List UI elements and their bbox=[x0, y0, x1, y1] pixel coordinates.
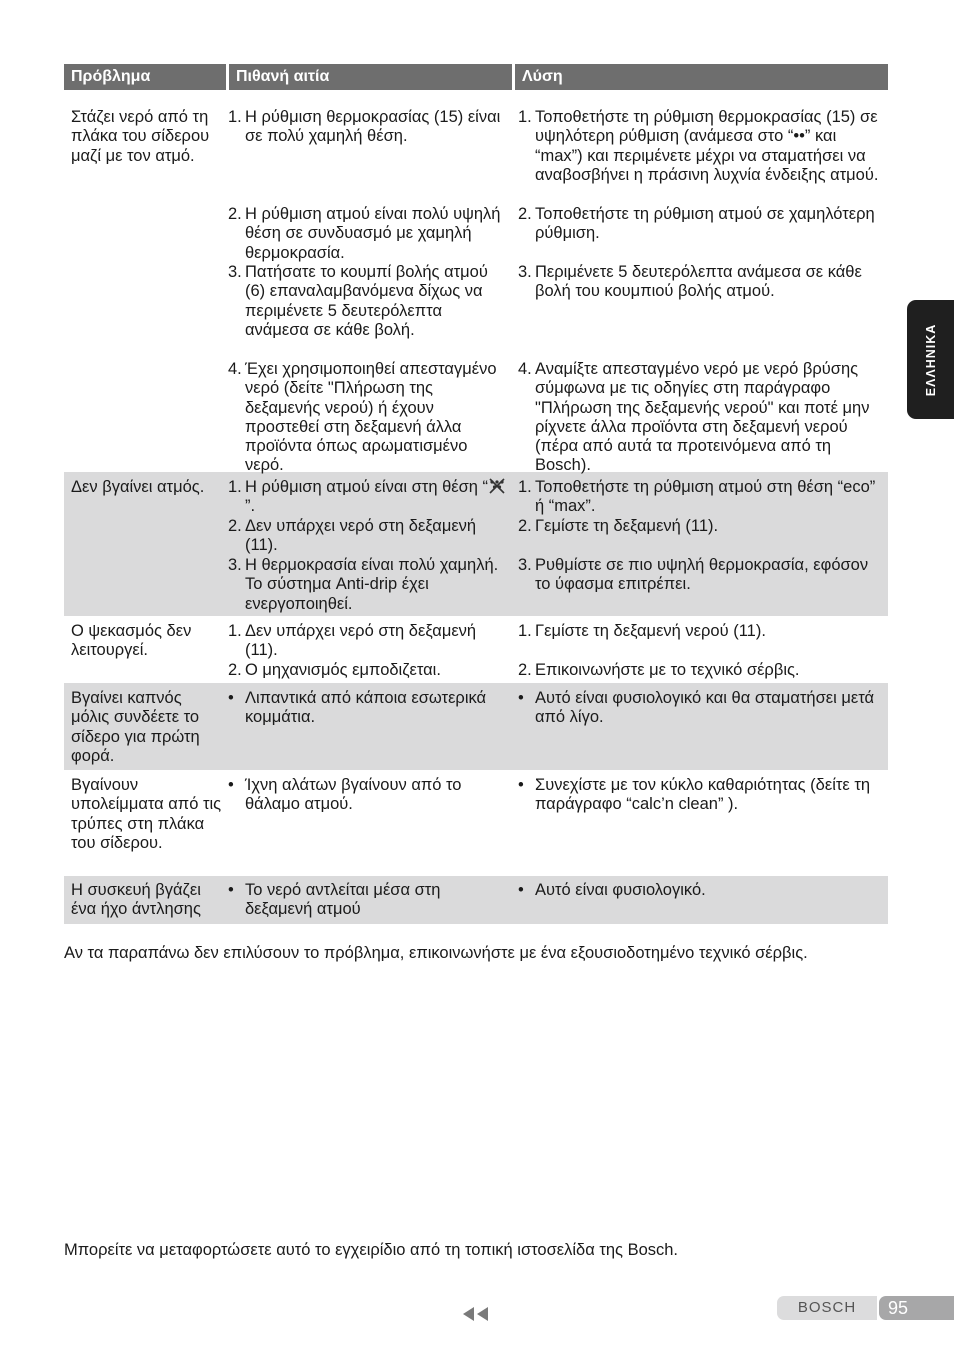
cause-item: 1. Δεν υπάρχει νερό στη δεξαμενή (11). bbox=[228, 622, 477, 660]
table-row bbox=[64, 90, 888, 475]
solution-item: • Αυτό είναι φυσιολογικό. bbox=[518, 881, 706, 899]
problem-text: Βγαίνουν υπολείμματα από τις τρύπες στη πλάκα του σίδερου. bbox=[71, 776, 222, 852]
cause-item: 2. Ο μηχανισμός εμποδιζεται. bbox=[228, 661, 441, 679]
no-steam-icon bbox=[488, 478, 506, 494]
troubleshooting-table bbox=[64, 64, 888, 924]
solution-item: 3. Ρυθμίστε σε πιο υψηλή θερμοκρασία, εφόσον το ύφασμα επιτρέπει. bbox=[518, 556, 869, 594]
left-arrow-icon bbox=[463, 1307, 474, 1321]
cause-item: 4. Έχει χρησιμοποιηθεί απεσταγμένο νερό (δείτε "Πλήρωση της δεξαμενής νερού) ή έχουν προστεθεί στη δεξαμενή άλλα προϊόντα όπως αρωματισμένο νερό. bbox=[228, 360, 497, 475]
problem-text: Δεν βγαίνει ατμός. bbox=[71, 478, 205, 496]
cause-item: 3. Πατήσατε το κουμπί βολής ατμού (6) επαναλαμβανόμενα δίχως να περιμένετε 5 δευτερόλεπτα ανάμεσα σε κάθε βολή. bbox=[228, 263, 488, 339]
problem-text: Ο ψεκασμός δεν λειτουργεί. bbox=[71, 622, 192, 660]
language-tab bbox=[907, 300, 954, 419]
problem-text: Η συσκευή βγάζει ένα ήχο άντλησης bbox=[71, 881, 201, 919]
service-note: Αν τα παραπάνω δεν επιλύσουν το πρόβλημα, επικοινωνήστε με ένα εξουσιοδοτημένο τεχνικό σέρβις. bbox=[64, 944, 808, 962]
brand-label: BOSCH bbox=[777, 1296, 877, 1320]
solution-item: 2. Γεμίστε τη δεξαμενή (11). bbox=[518, 517, 719, 535]
solution-item: 1. Γεμίστε τη δεξαμενή νερού (11). bbox=[518, 622, 766, 640]
cause-item: 1. Η ρύθμιση ατμού είναι στη θέση “”. bbox=[228, 478, 508, 517]
table-row bbox=[64, 876, 888, 924]
table-row bbox=[64, 770, 888, 876]
header-solution: Λύση bbox=[512, 64, 888, 90]
solution-item: • Αυτό είναι φυσιολογικό και θα σταματήσει μετά από λίγο. bbox=[518, 689, 875, 727]
solution-item: 2. Επικοινωνήστε με το τεχνικό σέρβις. bbox=[518, 661, 800, 679]
cause-item: 1. Η ρύθμιση θερμοκρασίας (15) είναι σε πολύ χαμηλή θέση. bbox=[228, 108, 501, 146]
solution-item: 1. Τοποθετήστε τη ρύθμιση θερμοκρασίας (15) σε υψηλότερη ρύθμιση (ανάμεσα στο “••” και “max”) και περιμένετε μέχρι να σταματήσει να αναβοσβήνει η πράσινη λυχνία ένδειξης ατμού. bbox=[518, 108, 879, 184]
solution-item: 3. Περιμένετε 5 δευτερόλεπτα ανάμεσα σε κάθε βολή του κουμπιού βολής ατμού. bbox=[518, 263, 862, 301]
cause-item: • Λιπαντικά από κάποια εσωτερικά κομμάτια. bbox=[228, 689, 487, 727]
table-row bbox=[64, 683, 888, 770]
cause-item: • Το νερό αντλείται μέσα στη δεξαμενή ατμού bbox=[228, 881, 441, 919]
solution-item: 1. Τοποθετήστε τη ρύθμιση ατμού στη θέση “eco” ή “max”. bbox=[518, 478, 876, 516]
solution-item: 2. Τοποθετήστε τη ρύθμιση ατμού σε χαμηλότερη ρύθμιση. bbox=[518, 205, 875, 243]
left-arrow-icon bbox=[477, 1307, 488, 1321]
problem-text: Στάζει νερό από τη πλάκα του σίδερου μαζί με τον ατμό. bbox=[71, 108, 210, 165]
table-header bbox=[64, 64, 888, 90]
solution-item: • Συνεχίστε με τον κύκλο καθαριότητας (δείτε τη παράγραφο “calc’n clean” ). bbox=[518, 776, 871, 814]
table-row bbox=[64, 472, 888, 616]
page-number: 95 bbox=[879, 1296, 954, 1320]
download-note: Μπορείτε να μεταφορτώσετε αυτό το εγχειρίδιο από τη τοπική ιστοσελίδα της Bosch. bbox=[64, 1241, 679, 1259]
cause-item: 2. Η ρύθμιση ατμού είναι πολύ υψηλή θέση σε συνδυασμό με χαμηλή θερμοκρασία. bbox=[228, 205, 501, 262]
solution-item: 4. Αναμίξτε απεσταγμένο νερό με νερό βρύσης σύμφωνα με τις οδηγίες στη παράγραφο "Πλήρωση της δεξαμενής νερού" και ποτέ μην ρίχνετε άλλα προϊόντα στη δεξαμενή νερού (πέρα από αυτά τα προτεινόμενα από τη Bosch). bbox=[518, 360, 870, 475]
double-left-arrow-icon bbox=[463, 1307, 488, 1321]
header-problem: Πρόβλημα bbox=[64, 64, 226, 90]
language-tab-label: ΕΛΛΗΝΙΚΑ bbox=[923, 323, 938, 396]
problem-text: Βγαίνει καπνός μόλις συνδέετε το σίδερο για πρώτη φορά. bbox=[71, 689, 200, 765]
cause-item: 2. Δεν υπάρχει νερό στη δεξαμενή (11). bbox=[228, 517, 477, 555]
cause-item: 3. Η θερμοκρασία είναι πολύ χαμηλή. Το σύστημα Anti-drip έχει ενεργοποιηθεί. bbox=[228, 556, 499, 613]
cause-item: • Ίχνη αλάτων βγαίνουν από το θάλαμο ατμού. bbox=[228, 776, 462, 814]
table-row bbox=[64, 616, 888, 683]
header-cause: Πιθανή αιτία bbox=[226, 64, 512, 90]
